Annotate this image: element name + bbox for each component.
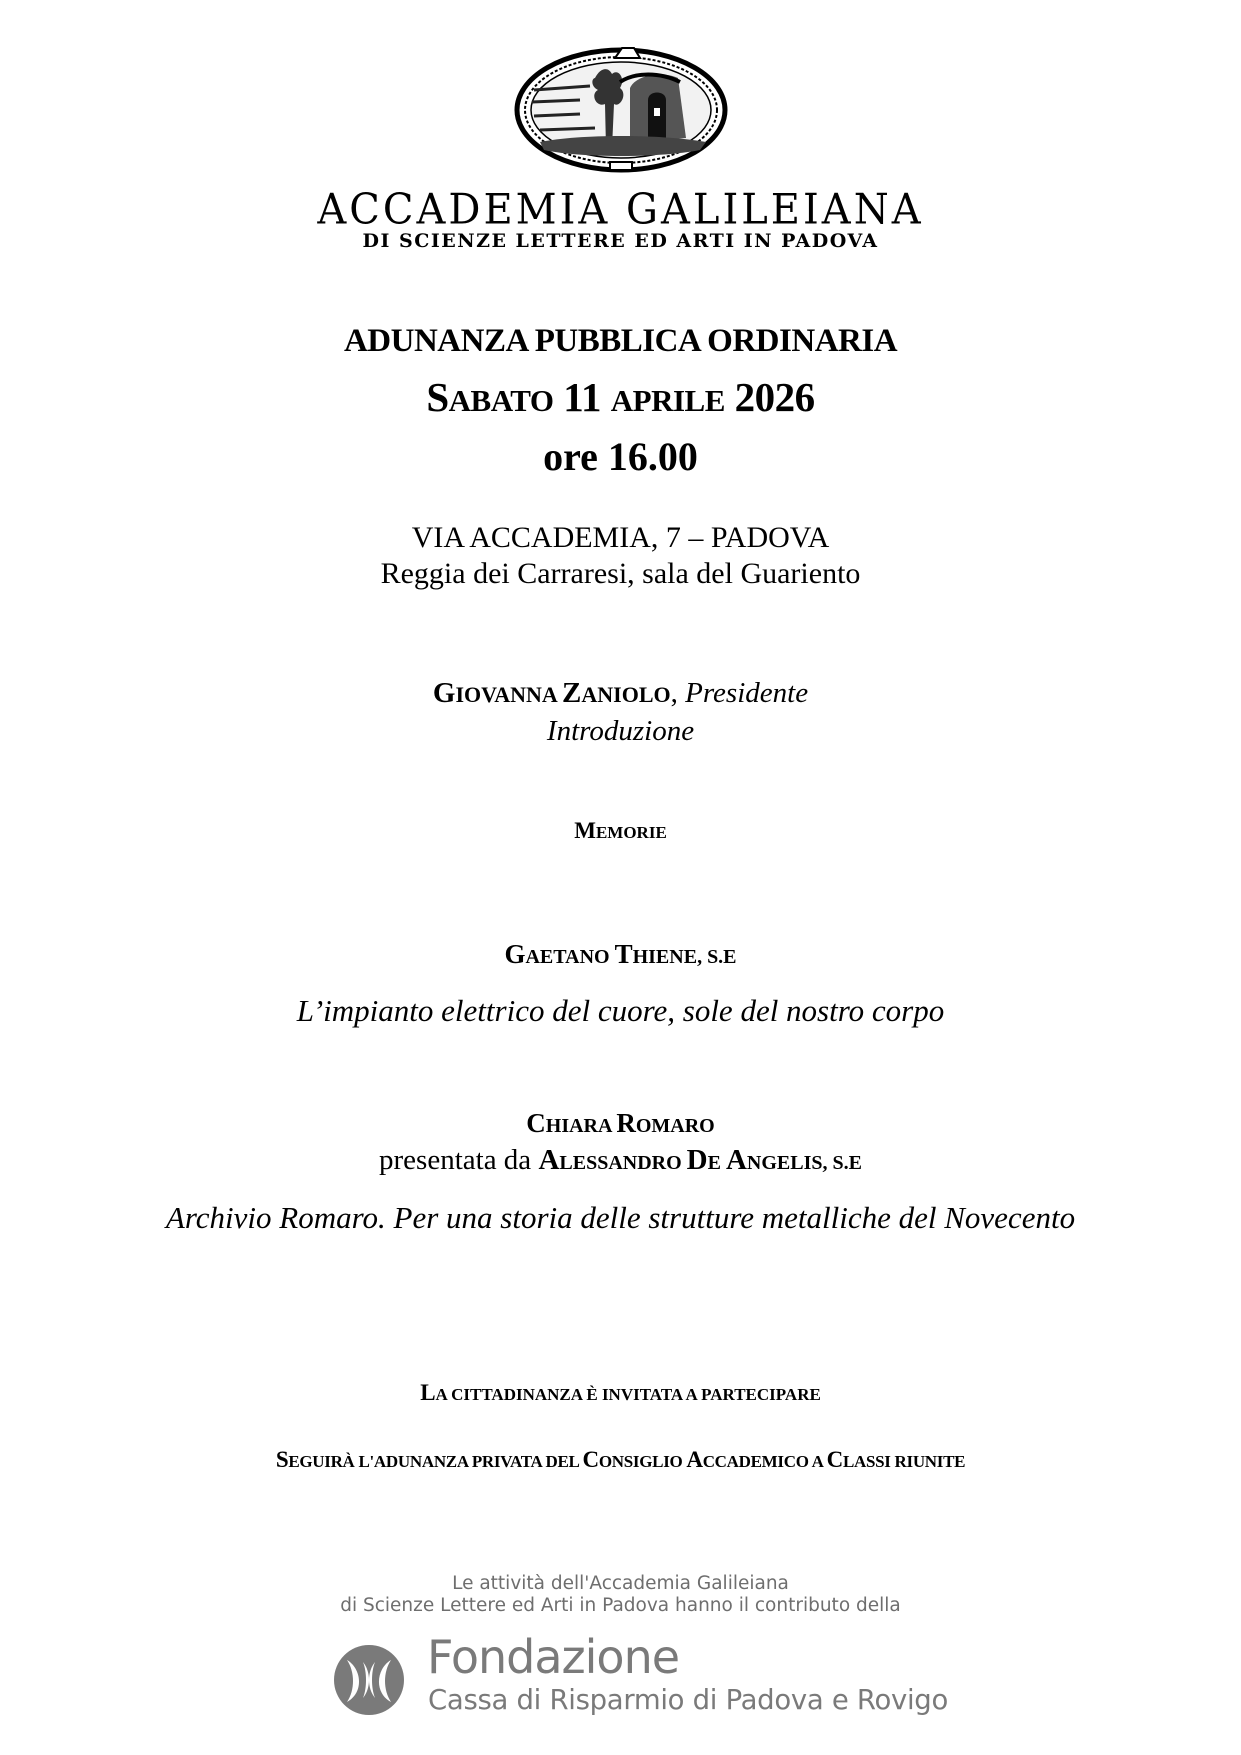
private-cap: C: [826, 1447, 843, 1472]
speaker2-first-initial: C: [526, 1108, 546, 1138]
contribution-note: [0, 1573, 1241, 1617]
presented-by-label: presentata da: [379, 1144, 539, 1176]
accademia-emblem-icon: [510, 38, 732, 178]
speaker2-last-initial: R: [616, 1108, 636, 1138]
president-block: [0, 675, 1241, 749]
sponsor-name: Fondazione: [427, 1630, 680, 1684]
academy-subtitle: DI SCIENZE LETTERE ED ARTI IN PADOVA: [362, 230, 879, 252]
president-first-rest: IOVANNA: [455, 682, 563, 707]
memoria-2-title: Archivio Romaro. Per una storia delle strutture metalliche del Novecento: [165, 1200, 1076, 1235]
president-first-initial: G: [432, 677, 456, 709]
president-last-rest: ANIOLO: [581, 682, 671, 707]
presenter-first-initial: A: [538, 1144, 560, 1176]
event-address: [0, 520, 1241, 592]
president-role: Presidente: [677, 677, 809, 709]
private-sc: EGUIRÀ L'ADUNANZA PRIVATA DEL: [288, 1452, 583, 1471]
speaker1-first-rest: AETANO: [525, 946, 615, 968]
invite-rest: A CITTADINANZA È INVITATA A PARTECIPARE: [435, 1385, 821, 1404]
event-time: ore 16.00: [543, 434, 698, 479]
invite-initial: L: [420, 1380, 436, 1405]
date-day-rest: ABATO: [448, 383, 554, 418]
president-separator: ,: [670, 677, 678, 709]
speaker2-first-rest: HIARA: [545, 1115, 617, 1137]
presenter-last-initial1: D: [686, 1144, 708, 1176]
presenter-last-rest1: E: [707, 1152, 726, 1174]
private-cap: C: [582, 1447, 599, 1472]
private-session-notice: [0, 1446, 1241, 1476]
memoria-1-speaker: [0, 938, 1241, 973]
private-cap: S: [275, 1447, 289, 1472]
private-sc: CCADEMICO A: [702, 1452, 827, 1471]
memorie-initial: M: [574, 818, 596, 843]
address-line1: VIA ACCADEMIA, 7 – PADOVA: [411, 521, 830, 554]
speaker1-first-initial: G: [504, 939, 526, 969]
presenter-name: [538, 1144, 862, 1176]
memoria-1-title: L’impianto elettrico del cuore, sole del nostro corpo: [296, 993, 945, 1028]
president-name: [433, 677, 671, 709]
memoria-2-presenter: [0, 1143, 1241, 1180]
presenter-last-initial2: A: [725, 1144, 747, 1176]
section-heading-memorie: [0, 817, 1241, 847]
memoria-2-speaker: [0, 1107, 1241, 1142]
speaker1-last-rest: HIENE: [632, 946, 698, 968]
private-cap: A: [686, 1447, 703, 1472]
date-year: 2026: [724, 374, 815, 420]
president-last-initial: Z: [562, 677, 582, 709]
presenter-first-rest: LESSANDRO: [559, 1152, 687, 1174]
address-line2: Reggia dei Carraresi, sala del Guariento: [380, 557, 861, 590]
presenter-last-rest2: NGELIS: [746, 1152, 823, 1174]
event-date: [0, 374, 1241, 424]
fondazione-logo-icon: [333, 1644, 405, 1716]
speaker1-suffix: , S.E: [697, 946, 737, 968]
private-sc: LASSI RIUNITE: [842, 1452, 966, 1471]
private-sc: ONSIGLIO: [598, 1452, 687, 1471]
date-number: 11: [553, 374, 611, 420]
president-talk: Introduzione: [546, 715, 695, 747]
speaker2-last-rest: OMARO: [635, 1115, 715, 1137]
sponsor-subtitle: Cassa di Risparmio di Padova e Rovigo: [428, 1684, 948, 1716]
academy-name: ACCADEMIA GALILEIANA: [317, 185, 924, 235]
date-day-initial: S: [426, 374, 449, 420]
speaker1-last-initial: T: [614, 939, 633, 969]
presenter-suffix: , S.E: [822, 1152, 862, 1174]
invitation-notice: [0, 1379, 1241, 1409]
contribution-line1: Le attività dell'Accademia Galileiana: [452, 1573, 789, 1594]
contribution-line2: di Scienze Lettere ed Arti in Padova hanno il contributo della: [340, 1595, 901, 1616]
event-type: ADUNANZA PUBBLICA ORDINARIA: [343, 323, 898, 359]
memorie-rest: EMORIE: [595, 823, 667, 842]
date-month: APRILE: [610, 383, 725, 418]
